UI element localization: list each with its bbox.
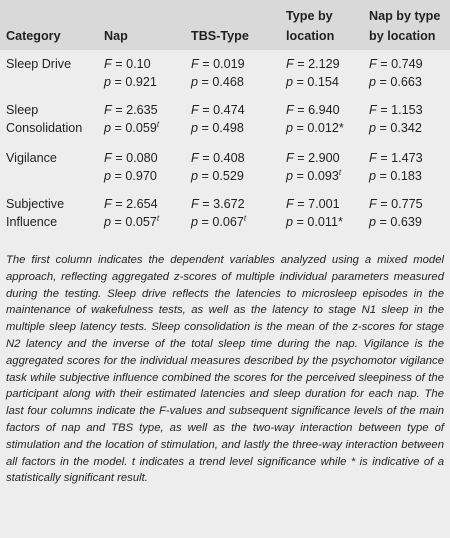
p-symbol: p (104, 215, 112, 229)
f-number: 3.672 (213, 197, 245, 211)
equals-sign: = (111, 57, 127, 71)
equals-sign: = (293, 57, 309, 71)
category-label: Influence (6, 215, 58, 229)
equals-sign: = (198, 215, 213, 229)
header-type-by-location-line2: location (286, 29, 335, 43)
p-value (191, 214, 246, 230)
equals-sign: = (293, 121, 308, 135)
f-value (104, 56, 151, 72)
f-value (369, 56, 423, 72)
p-symbol: p (369, 75, 377, 89)
equals-sign: = (293, 215, 308, 229)
header-nap-by-type-line1: Nap by type (369, 9, 441, 23)
f-symbol: F (286, 197, 294, 211)
f-number: 6.940 (308, 103, 340, 117)
equals-sign: = (198, 197, 214, 211)
p-symbol: p (369, 121, 377, 135)
trend-marker: t (156, 213, 160, 223)
p-number: 0.011* (307, 215, 343, 229)
p-number: 0.921 (125, 75, 157, 89)
equals-sign: = (198, 151, 214, 165)
equals-sign: = (376, 169, 391, 183)
f-value (191, 102, 245, 118)
f-value (369, 196, 423, 212)
equals-sign: = (293, 75, 308, 89)
p-value (369, 168, 422, 184)
f-number: 1.153 (391, 103, 423, 117)
f-number: 0.749 (391, 57, 423, 71)
equals-sign: = (293, 151, 309, 165)
f-number: 0.080 (126, 151, 158, 165)
f-value (369, 150, 423, 166)
header-category: Category (6, 29, 61, 43)
trend-marker: t (156, 119, 160, 129)
p-symbol: p (286, 75, 294, 89)
p-value (286, 214, 343, 230)
p-number: 0.639 (390, 215, 422, 229)
p-value (369, 120, 422, 136)
equals-sign: = (198, 121, 213, 135)
f-symbol: F (191, 103, 199, 117)
f-symbol: F (369, 103, 377, 117)
equals-sign: = (376, 215, 391, 229)
equals-sign: = (376, 151, 392, 165)
p-value (104, 120, 159, 136)
p-value (286, 120, 344, 136)
p-symbol: p (286, 169, 294, 183)
f-number: 7.001 (308, 197, 340, 211)
header-nap: Nap (104, 29, 128, 43)
table-row (0, 96, 450, 144)
equals-sign: = (376, 103, 392, 117)
p-value (286, 168, 341, 184)
p-symbol: p (191, 75, 199, 89)
f-number: 0.10 (126, 57, 151, 71)
p-value (191, 74, 244, 90)
f-symbol: F (369, 57, 377, 71)
equals-sign: = (111, 121, 126, 135)
header-tbs-type: TBS-Type (191, 29, 249, 43)
p-number: 0.663 (390, 75, 422, 89)
p-number: 0.012* (307, 121, 344, 135)
p-symbol: p (104, 75, 112, 89)
f-value (286, 102, 340, 118)
trend-marker: t (338, 167, 342, 177)
equals-sign: = (111, 197, 127, 211)
f-symbol: F (286, 151, 294, 165)
table-header (0, 0, 450, 50)
p-symbol: p (191, 121, 199, 135)
f-number: 2.129 (308, 57, 340, 71)
table-row (0, 50, 450, 96)
equals-sign: = (293, 197, 309, 211)
trend-marker: t (243, 213, 247, 223)
f-number: 0.775 (391, 197, 423, 211)
f-value (191, 150, 245, 166)
f-value (369, 102, 423, 118)
p-symbol: p (191, 169, 199, 183)
equals-sign: = (111, 75, 126, 89)
f-symbol: F (191, 151, 199, 165)
equals-sign: = (376, 57, 392, 71)
f-value (104, 196, 158, 212)
table-row (0, 190, 450, 243)
f-symbol: F (104, 103, 112, 117)
f-number: 1.473 (391, 151, 423, 165)
equals-sign: = (198, 169, 213, 183)
f-number: 2.900 (308, 151, 340, 165)
f-symbol: F (286, 57, 294, 71)
category-label: Vigilance (6, 151, 57, 165)
p-value (369, 214, 422, 230)
p-value (191, 120, 244, 136)
f-value (104, 102, 158, 118)
p-symbol: p (286, 121, 294, 135)
f-symbol: F (104, 151, 112, 165)
p-number: 0.183 (390, 169, 422, 183)
p-symbol: p (369, 215, 377, 229)
p-value (369, 74, 422, 90)
anova-table (0, 0, 450, 229)
f-symbol: F (369, 151, 377, 165)
table-row (0, 144, 450, 190)
table-footnote (0, 243, 450, 538)
p-value (191, 168, 244, 184)
p-value (104, 168, 157, 184)
p-number: 0.468 (212, 75, 244, 89)
equals-sign: = (111, 103, 127, 117)
p-number: 0.154 (307, 75, 339, 89)
p-number: 0.093 (307, 169, 339, 183)
equals-sign: = (293, 169, 308, 183)
f-value (104, 150, 158, 166)
equals-sign: = (198, 57, 214, 71)
p-number: 0.057 (125, 215, 157, 229)
p-symbol: p (104, 121, 112, 135)
header-nap-by-type-line2: by location (369, 29, 436, 43)
p-number: 0.970 (125, 169, 157, 183)
equals-sign: = (198, 103, 214, 117)
p-number: 0.067 (212, 215, 244, 229)
category-label: Sleep Drive (6, 57, 72, 71)
p-value (104, 74, 157, 90)
f-value (191, 56, 245, 72)
f-value (286, 56, 340, 72)
f-symbol: F (104, 197, 112, 211)
p-value (104, 214, 159, 230)
equals-sign: = (376, 75, 391, 89)
equals-sign: = (111, 215, 126, 229)
p-symbol: p (369, 169, 377, 183)
f-number: 0.474 (213, 103, 245, 117)
p-number: 0.342 (390, 121, 422, 135)
p-number: 0.059 (125, 121, 157, 135)
f-symbol: F (191, 197, 199, 211)
category-label: Consolidation (6, 121, 83, 135)
equals-sign: = (376, 121, 391, 135)
f-symbol: F (191, 57, 199, 71)
p-number: 0.498 (212, 121, 244, 135)
f-number: 2.654 (126, 197, 158, 211)
f-value (286, 150, 340, 166)
f-number: 0.408 (213, 151, 245, 165)
header-type-by-location-line1: Type by (286, 9, 333, 23)
category-label: Subjective (6, 197, 65, 211)
equals-sign: = (198, 75, 213, 89)
equals-sign: = (111, 151, 127, 165)
equals-sign: = (376, 197, 392, 211)
f-symbol: F (104, 57, 112, 71)
f-number: 0.019 (213, 57, 245, 71)
p-symbol: p (191, 215, 199, 229)
p-value (286, 74, 339, 90)
f-number: 2.635 (126, 103, 158, 117)
f-symbol: F (286, 103, 294, 117)
footnote-text: The first column indicates the dependent variables analyzed using a mixed model approach, reflecting aggregated z-scores of multiple individual parameters measured during the testing. Sleep drive reflects the latencies to microsleep episodes in the maintenance of wakefulness tests, as well as the latency to stage N1 sleep in the multiple sleep latency tests. Sleep consolidation is the mean of the z-scores for stage N2 latency and the inverse of the total sleep time during the nap. Vigilance is the aggregated scores for the individual measures described by the psychomotor vigilance task while subjective influence combined the scores for the perceived sleepiness of the participant along with their estimated latencies and sleep duration for each nap. The last four columns indicate the F-values and subsequent significance levels of the main factors of nap and TBS type, as well as the two-way interaction between type of stimulation and the location of stimulation, and lastly the three-way interaction between all factors in the model. t indicates a trend level significance while * is indicative of a statistically significant result. (6, 254, 444, 485)
p-symbol: p (104, 169, 112, 183)
equals-sign: = (293, 103, 309, 117)
p-number: 0.529 (212, 169, 244, 183)
f-symbol: F (369, 197, 377, 211)
category-label: Sleep (6, 103, 39, 117)
equals-sign: = (111, 169, 126, 183)
f-value (286, 196, 340, 212)
f-value (191, 196, 245, 212)
p-symbol: p (286, 215, 294, 229)
